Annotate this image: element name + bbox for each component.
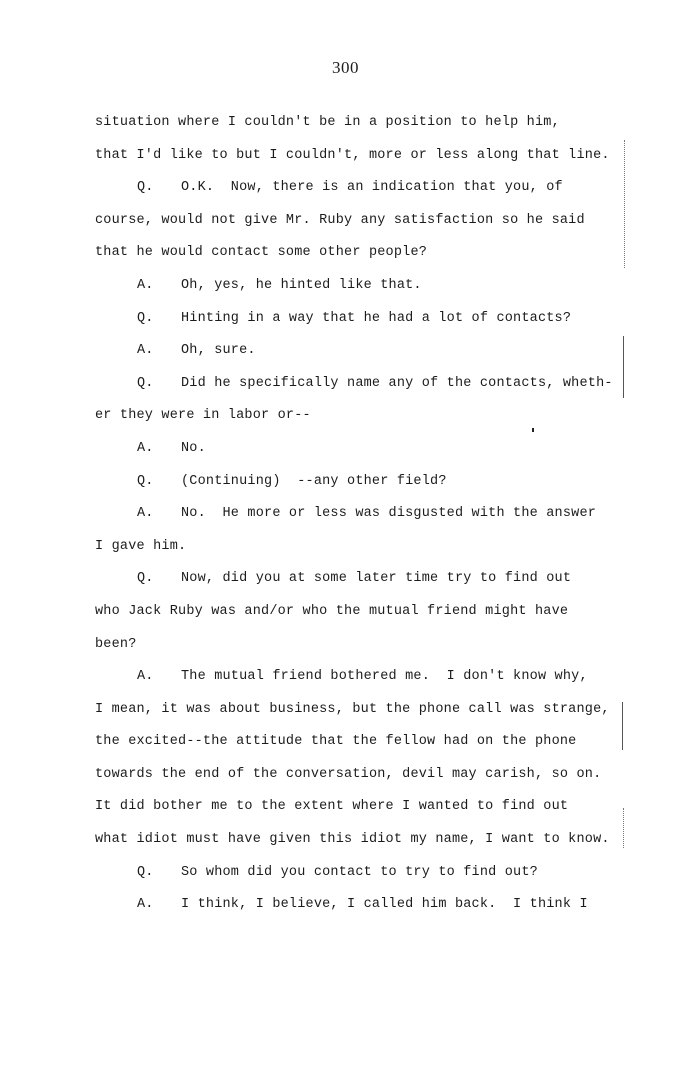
margin-change-bar xyxy=(623,808,624,848)
transcript-line xyxy=(95,563,635,596)
transcript-line xyxy=(95,661,635,694)
transcript-line xyxy=(95,205,635,238)
margin-change-bar xyxy=(623,336,624,398)
line-text: I think, I believe, I called him back. I think I xyxy=(181,897,588,913)
transcript-line xyxy=(95,368,635,401)
line-text: (Continuing) --any other field? xyxy=(181,473,447,489)
line-text: I mean, it was about business, but the phone call was strange, xyxy=(95,701,610,717)
line-text: been? xyxy=(95,636,137,652)
line-text: No. xyxy=(181,440,206,456)
line-text: who Jack Ruby was and/or who the mutual friend might have xyxy=(95,603,569,619)
line-text: that he would contact some other people? xyxy=(95,245,428,261)
line-speaker: Q. xyxy=(137,375,154,391)
line-speaker: Q. xyxy=(137,310,154,326)
transcript-line xyxy=(95,498,635,531)
transcript-line xyxy=(95,759,635,792)
transcript-line xyxy=(95,107,635,140)
transcript-line xyxy=(95,335,635,368)
transcript-line xyxy=(95,466,635,499)
line-text: Hinting in a way that he had a lot of contacts? xyxy=(181,310,572,326)
transcript-line xyxy=(95,531,635,564)
transcript-line xyxy=(95,596,635,629)
line-speaker: A. xyxy=(137,897,154,913)
transcript-line xyxy=(95,433,635,466)
line-speaker: A. xyxy=(137,506,154,522)
line-speaker: A. xyxy=(137,440,154,456)
transcript-line xyxy=(95,140,635,173)
line-text: that I'd like to but I couldn't, more or less along that line. xyxy=(95,147,610,163)
page-number: 300 xyxy=(332,58,359,77)
line-text: I gave him. xyxy=(95,538,187,554)
line-speaker: Q. xyxy=(137,571,154,587)
margin-change-bar xyxy=(622,702,623,750)
line-text: er they were in labor or-- xyxy=(95,408,311,424)
transcript-line xyxy=(95,824,635,857)
transcript-line xyxy=(95,726,635,759)
transcript-body xyxy=(95,107,635,922)
line-speaker: Q. xyxy=(137,473,154,489)
line-text: Oh, sure. xyxy=(181,343,256,359)
line-text: The mutual friend bothered me. I don't know why, xyxy=(181,669,588,685)
line-speaker: Q. xyxy=(137,180,154,196)
transcript-line xyxy=(95,237,635,270)
transcript-line xyxy=(95,857,635,890)
line-text: Now, did you at some later time try to find out xyxy=(181,571,572,587)
transcript-line xyxy=(95,303,635,336)
line-text: Oh, yes, he hinted like that. xyxy=(181,277,422,293)
line-text: what idiot must have given this idiot my name, I want to know. xyxy=(95,832,610,848)
line-speaker: A. xyxy=(137,669,154,685)
transcript-line xyxy=(95,629,635,662)
transcript-line xyxy=(95,172,635,205)
line-text: O.K. Now, there is an indication that you, of xyxy=(181,180,563,196)
line-text: the excited--the attitude that the fellow had on the phone xyxy=(95,734,577,750)
line-text: Did he specifically name any of the contacts, wheth- xyxy=(181,375,613,391)
line-text: situation where I couldn't be in a position to help him, xyxy=(95,115,560,130)
line-text: No. He more or less was disgusted with the answer xyxy=(181,506,597,522)
scan-speck xyxy=(532,428,534,432)
line-text: course, would not give Mr. Ruby any satisfaction so he said xyxy=(95,212,585,228)
transcript-line xyxy=(95,694,635,727)
line-text: It did bother me to the extent where I wanted to find out xyxy=(95,799,569,815)
line-speaker: A. xyxy=(137,343,154,359)
line-text: towards the end of the conversation, devil may carish, so on. xyxy=(95,766,602,782)
transcript-line xyxy=(95,791,635,824)
line-text: So whom did you contact to try to find out? xyxy=(181,864,538,880)
transcript-line xyxy=(95,889,635,922)
line-speaker: Q. xyxy=(137,864,154,880)
margin-change-bar xyxy=(624,140,625,268)
transcript-line xyxy=(95,400,635,433)
transcript-line xyxy=(95,270,635,303)
line-speaker: A. xyxy=(137,277,154,293)
